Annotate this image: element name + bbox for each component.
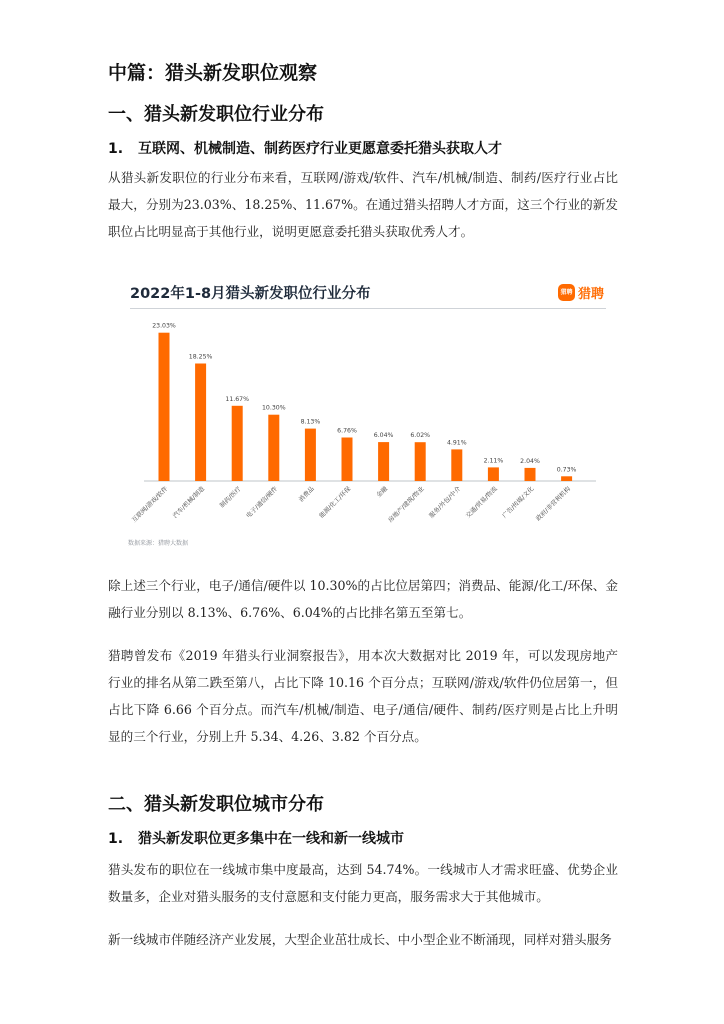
section2-paragraph-2: 新一线城市伴随经济产业发展，大型企业茁壮成长、中小型企业不断涌现，同样对猎头服务 (108, 932, 612, 947)
chart-data-label: 6.76% (337, 427, 357, 435)
chart-bar (195, 364, 206, 482)
section1-paragraph-2: 除上述三个行业，电子/通信/硬件以 10.30%的占比位居第四；消费品、能源/化工/环保、金融行业分别以 8.13%、6.76%、6.04%的占比排名第五至第七。 (108, 578, 618, 620)
page-heading: 中篇：猎头新发职位观察 (108, 62, 318, 84)
chart-data-label: 6.04% (373, 432, 394, 440)
chart-data-label: 11.67% (225, 395, 249, 403)
section1-heading: 一、猎头新发职位行业分布 (108, 104, 324, 125)
chart-bar (525, 468, 536, 481)
chart-category-label: 汽车/机械/制造 (171, 485, 207, 520)
chart-bar (378, 442, 389, 481)
section2-subheading-text: 猎头新发职位更多集中在一线和新一线城市 (138, 831, 404, 847)
chart-category-label: 能源/化工/环保 (318, 485, 353, 520)
chart-data-label: 10.30% (262, 404, 286, 412)
chart-category-label: 制药/医疗 (218, 485, 243, 510)
chart-bar (415, 442, 426, 481)
chart-bar (451, 449, 462, 481)
section1-subheading-number: 1. (108, 141, 124, 157)
chart-data-label: 23.03% (152, 322, 176, 330)
section1-subheading-text: 互联网、机械制造、制药医疗行业更愿意委托猎头获取人才 (138, 141, 502, 157)
chart-category-label: 房地产/建筑/物业 (387, 485, 426, 524)
chart-bar (232, 406, 243, 481)
section2-paragraph-1: 猎头发布的职位在一线城市集中度最高，达到 54.74%。一线城市人才需求旺盛、优势企业数量多，企业对猎头服务的支付意愿和支付能力更高，服务需求大于其他城市。 (108, 862, 618, 904)
liepin-logo-text: 猎聘 (578, 286, 605, 302)
chart-category-label: 交通/贸易/物流 (464, 485, 499, 520)
section1-paragraph-3: 猎聘曾发布《2019 年猎头行业洞察报告》，用本次大数据对比 2019 年，可以发现房地产行业的排名从第二跌至第八，占比下降 10.16 个百分点；互联网/游戏/软件仍位居第一，但占比下降 6.66 个百分点。而汽车/机械/制造、电子/通信/硬件、制药/医疗则是占比上升明显的三个行业，分别上升 5.34、4.26、3.82 个百分点。 (108, 648, 618, 744)
chart-category-label: 政府/非营利机构 (534, 485, 573, 523)
chart-bar (561, 476, 572, 481)
chart-bar (305, 429, 316, 481)
chart-category-label: 互联网/游戏/软件 (130, 485, 170, 524)
section2-subheading (108, 828, 404, 848)
chart-plot (116, 268, 616, 558)
chart-data-label: 2.04% (520, 457, 540, 465)
chart-data-label: 18.25% (188, 353, 213, 361)
chart-bar (159, 333, 170, 481)
chart-data-label: 0.73% (556, 466, 577, 474)
chart-category-label: 广告/传媒/文化 (501, 485, 536, 520)
chart-data-label: 4.91% (446, 439, 467, 447)
chart-category-label: 消费品 (297, 485, 316, 504)
chart-category-label: 电子/通信/硬件 (245, 485, 280, 520)
chart-category-label: 金融 (375, 485, 390, 500)
section2-subheading-number: 1. (108, 831, 124, 847)
chart-source: 数据来源：猎聘大数据 (128, 540, 189, 547)
chart-bar (268, 415, 279, 481)
chart-data-label: 2.11% (483, 457, 504, 465)
industry-bar-chart (116, 268, 616, 558)
liepin-logo-icon: 猎聘 (558, 284, 575, 301)
section1-paragraph-1: 从猎头新发职位的行业分布来看，互联网/游戏/软件、汽车/机械/制造、制药/医疗行业占比最大，分别为23.03%、18.25%、11.67%。在通过猎头招聘人才方面，这三个行业的新发职位占比明显高于其他行业，说明更愿意委托猎头获取优秀人才。 (108, 170, 618, 239)
section2-heading: 二、猎头新发职位城市分布 (108, 794, 324, 815)
chart-bar (342, 438, 353, 482)
chart-bar (488, 467, 499, 481)
chart-category-label: 服务/外包/中介 (428, 485, 463, 520)
chart-data-label: 6.02% (410, 432, 431, 440)
chart-data-label: 8.13% (300, 418, 321, 426)
chart-title: 2022年1-8月猎头新发职位行业分布 (130, 286, 371, 302)
section1-subheading (108, 138, 502, 158)
